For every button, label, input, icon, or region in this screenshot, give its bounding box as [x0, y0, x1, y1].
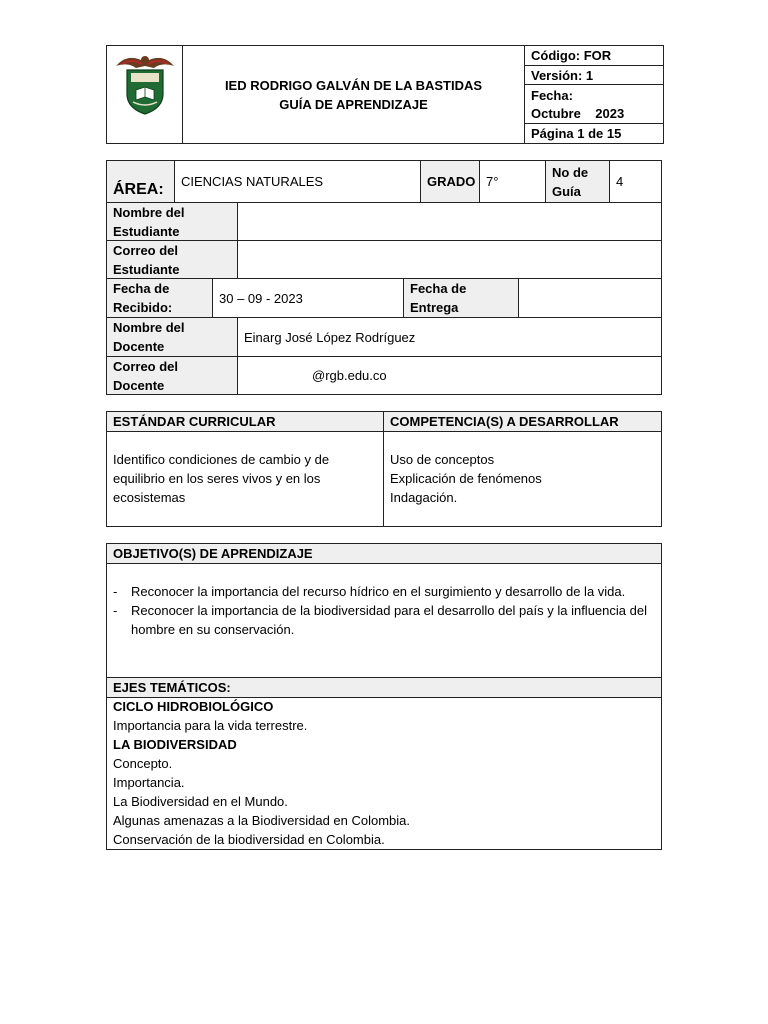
header-title: [183, 46, 524, 143]
list-item: Importancia para la vida terrestre.: [113, 718, 308, 733]
theme-section-title: CICLO HIDROBIOLÓGICO: [113, 699, 274, 714]
received-date-value: 30 – 09 - 2023: [219, 290, 303, 306]
area-value: CIENCIAS NATURALES: [181, 174, 324, 189]
area-label: ÁREA:: [113, 181, 164, 198]
student-name-label: Nombre del Estudiante: [113, 204, 185, 239]
doc-version: Versión: 1: [531, 67, 594, 83]
grade-value: 7°: [486, 174, 499, 189]
list-item: Importancia.: [113, 775, 185, 790]
theme-section-title: LA BIODIVERSIDAD: [113, 737, 237, 752]
list-item: Algunas amenazas a la Biodiversidad en Colombia.: [113, 813, 411, 828]
list-item: Conservación de la biodiversidad en Colombia.: [113, 832, 385, 847]
list-item: La Biodiversidad en el Mundo.: [113, 794, 288, 809]
doc-date-label: Fecha:: [531, 88, 573, 103]
teacher-email-label: Correo del Docente: [113, 358, 179, 393]
document-type: GUÍA DE APRENDIZAJE: [279, 96, 428, 112]
student-name-field[interactable]: [238, 203, 662, 240]
competence-header: COMPETENCIA(S) A DESARROLLAR: [390, 414, 619, 429]
student-email-label: Correo del Estudiante: [113, 242, 180, 277]
list-item: - Reconocer la importancia del recurso hídrico en el surgimiento y desarrollo de la vida.: [107, 582, 661, 601]
teacher-name-label: Nombre del Docente: [113, 320, 185, 354]
themes-content: [113, 697, 653, 849]
doc-code: Código: FOR: [531, 48, 612, 63]
doc-page-number: Página 1 de 15: [531, 126, 622, 141]
doc-date-value: Octubre 2023: [531, 106, 625, 121]
list-item: - Reconocer la importancia de la biodiversidad para el desarrollo del país y la influencia del hombre en su conservación.: [107, 601, 661, 639]
teacher-name-value: Einarg José López Rodríguez: [244, 329, 416, 345]
delivery-date-label: Fecha de Entrega: [410, 281, 467, 315]
received-date-label: Fecha de Recibido:: [113, 281, 173, 315]
school-crest-logo: [114, 50, 176, 116]
guide-number-label: No de Guía: [552, 164, 589, 199]
objectives-list: [107, 582, 661, 639]
teacher-email-value: @rgb.edu.co: [312, 368, 387, 383]
list-item: Concepto.: [113, 756, 173, 771]
standard-header: ESTÁNDAR CURRICULAR: [113, 414, 276, 429]
objectives-header: OBJETIVO(S) DE APRENDIZAJE: [113, 546, 313, 561]
school-name: IED RODRIGO GALVÁN DE LA BASTIDAS: [224, 77, 483, 93]
competence-list: Uso de conceptos Explicación de fenómenos Indagación.: [390, 452, 542, 505]
guide-number-value: 4: [616, 174, 624, 189]
student-email-field[interactable]: [238, 241, 662, 278]
delivery-date-field[interactable]: [519, 279, 662, 317]
standard-text: Identifico condiciones de cambio y de equilibrio en los seres vivos y en los ecosistemas: [113, 452, 330, 505]
grade-label: GRADO: [427, 174, 476, 189]
themes-header: EJES TEMÁTICOS:: [113, 680, 231, 695]
